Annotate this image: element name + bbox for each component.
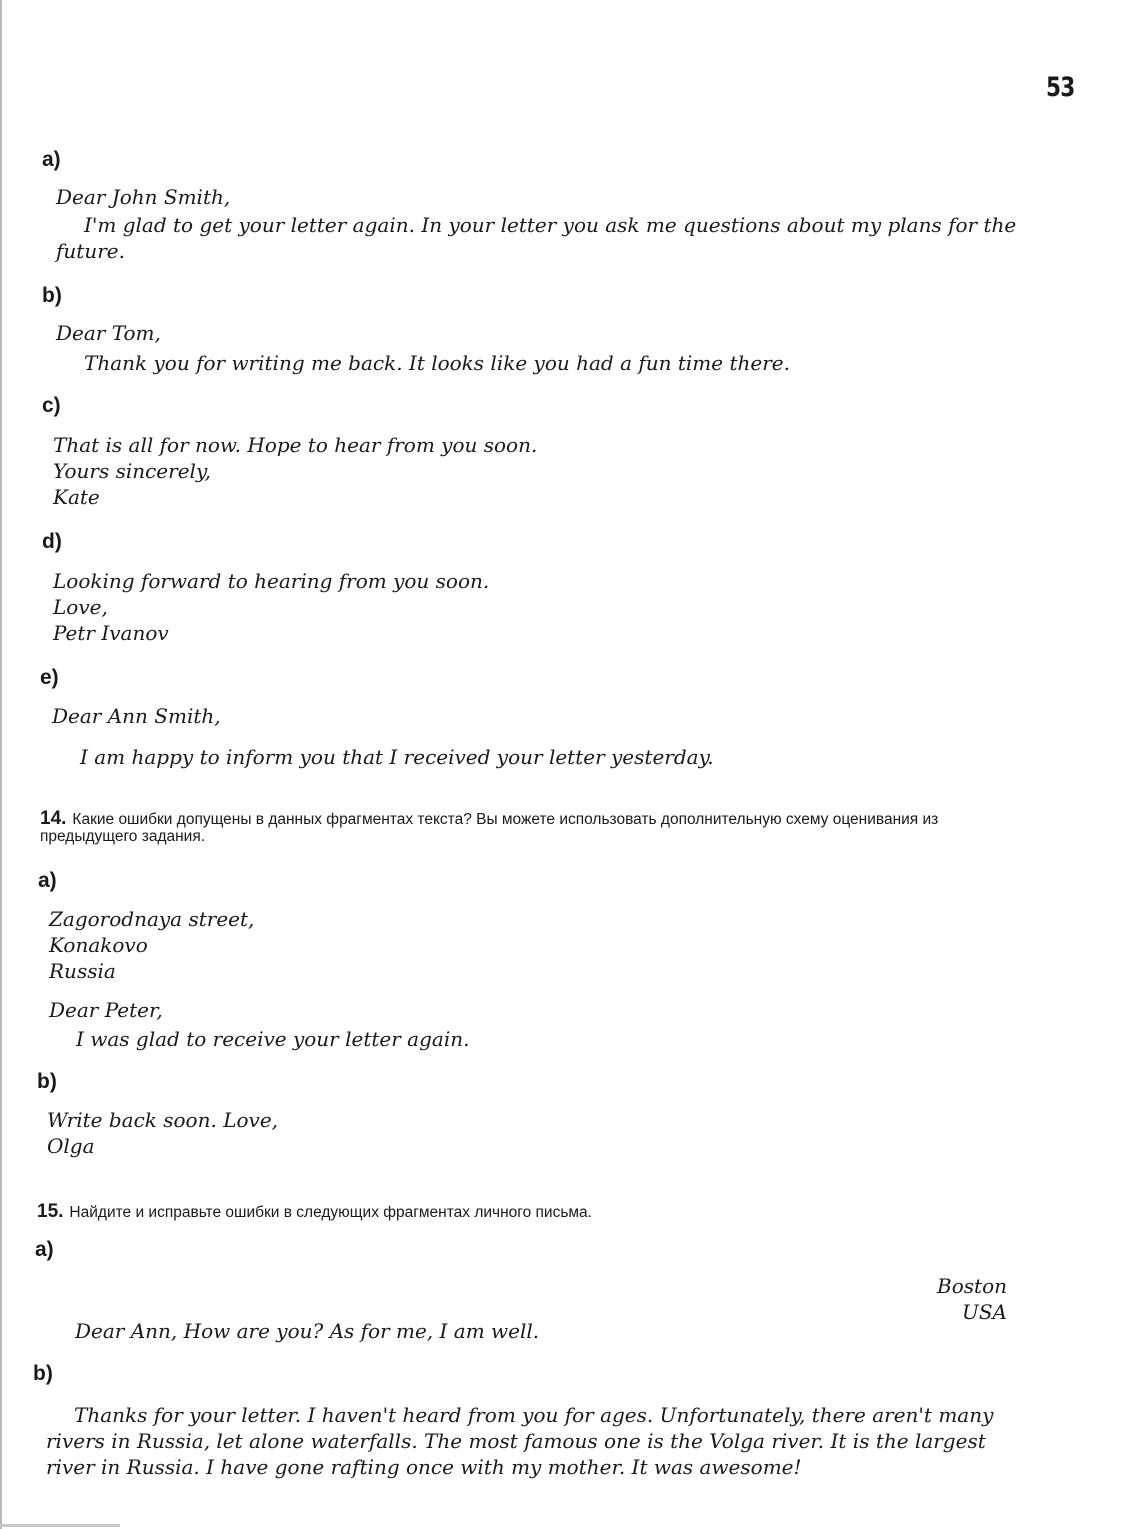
letter-greeting: Dear John Smith, — [56, 185, 231, 209]
letter-signature: Petr Ivanov — [53, 621, 169, 645]
fragment-label-c: c) — [42, 394, 61, 417]
exercise-number: 15. — [37, 1201, 64, 1222]
letter-greeting: Dear Tom, — [56, 321, 161, 345]
fragment-label-a: a) — [42, 148, 61, 171]
letter-signoff: Love, — [53, 595, 108, 619]
letter-body: Thank you for writing me back. It looks like you had a fun time there. — [84, 351, 790, 375]
letter-body: I was glad to receive your letter again. — [76, 1027, 470, 1051]
letter-signature: Olga — [47, 1134, 95, 1158]
letter-signature: Kate — [53, 485, 100, 509]
exercise-text: Какие ошибки допущены в данных фрагментах текста? Вы можете использовать дополнительную схему оценивания из предыдущего задания. — [40, 811, 939, 845]
letter-greeting: Dear Ann Smith, — [52, 704, 221, 728]
letter-closing: That is all for now. Hope to hear from you soon. — [53, 433, 538, 457]
fragment-label-d: d) — [42, 530, 62, 553]
address-line: Boston — [937, 1274, 1007, 1298]
letter-signoff: Yours sincerely, — [53, 459, 211, 483]
fragment-label-e: e) — [40, 666, 59, 689]
fragment-label-a: a) — [38, 869, 57, 892]
fragment-label-a: a) — [35, 1238, 54, 1261]
exercise-text: Найдите и исправьте ошибки в следующих фрагментах личного письма. — [69, 1204, 592, 1221]
fragment-label-b: b) — [37, 1070, 57, 1093]
exercise-number: 14. — [40, 808, 67, 829]
letter-body: Thanks for your letter. I haven't heard from you for ages. Unfortunately, there aren't many rivers in Russia, let alone waterfalls. The most famous one is the Volga river. It is the largest river in Russia. I have gone rafting once with my mother. It was awesome! — [46, 1403, 994, 1479]
exercise-14-instruction — [40, 810, 1030, 845]
page-margin-edge — [0, 0, 2, 1529]
page-edge-mark — [0, 1524, 120, 1527]
address-line: Konakovo — [49, 933, 148, 957]
address-line: Russia — [49, 959, 116, 983]
fragment-label-b: b) — [42, 284, 62, 307]
letter-body: I am happy to inform you that I received your letter yesterday. — [80, 745, 714, 769]
fragment-label-b: b) — [33, 1362, 53, 1385]
page-number: 53 — [1046, 72, 1075, 103]
letter-body: Dear Ann, How are you? As for me, I am well. — [75, 1319, 540, 1343]
address-line: USA — [962, 1300, 1007, 1324]
letter-closing: Looking forward to hearing from you soon. — [53, 569, 490, 593]
exercise-15-instruction — [37, 1203, 1027, 1221]
address-line: Zagorodnaya street, — [49, 907, 255, 931]
letter-closing: Write back soon. Love, — [47, 1108, 279, 1132]
letter-greeting: Dear Peter, — [49, 998, 163, 1022]
letter-body: I'm glad to get your letter again. In your letter you ask me questions about my plans for the future. — [56, 213, 1017, 263]
